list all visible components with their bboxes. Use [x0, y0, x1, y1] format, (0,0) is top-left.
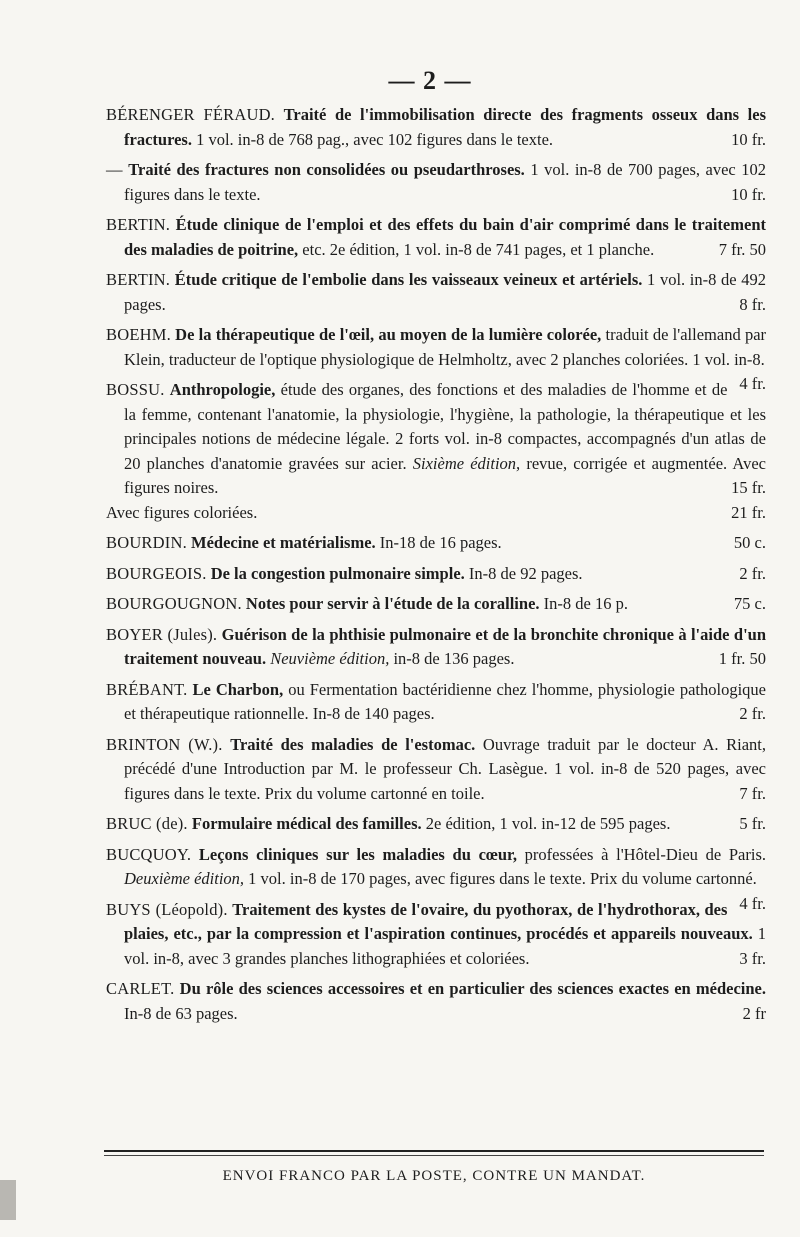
entry-author: BRUC (de). — [106, 814, 188, 833]
entry-price: 3 fr. — [739, 948, 766, 968]
entry-details: étude des organes, des fonctions et des maladies de l'homme et de la femme, contenant l'anatomie, la physiologie, l'hygiène, la pathologie, la thérapeutique et les principales notions de médecine légale. 2 forts vol. in-8 compactes, accompagnés d'un atlas de 20 planches d'anatomie gravées sur acier. — [124, 380, 766, 473]
entry-details-continued: revue, corrigée et augmentée. Avec figures noires. — [124, 453, 767, 497]
entry-author: CARLET. — [106, 979, 175, 998]
entry-details: traduit de l'allemand par Klein, traducteur de l'optique physiologique de Helmholtz, avec 2 planches coloriées. 1 vol. in-8. — [124, 325, 767, 369]
entry-author: BERTIN. — [106, 270, 171, 289]
catalog-entry — [106, 812, 766, 837]
footer-rule-thick — [104, 1150, 764, 1152]
entry-title: Leçons cliniques sur les maladies du cœur, — [198, 844, 517, 864]
entry-title: Médecine et matérialisme. — [191, 533, 376, 552]
entry-details: 1 vol. in-8 de 492 pages. — [124, 270, 767, 314]
entry-price: 7 fr. — [739, 783, 766, 803]
catalog-entry — [106, 268, 766, 317]
entry-details: In-8 de 63 pages. — [124, 1003, 238, 1023]
entry-author: BOURDIN. — [106, 533, 187, 552]
catalog-entry — [106, 103, 766, 152]
entry-details: professées à l'Hôtel-Dieu de Paris. — [524, 844, 767, 864]
entry-title: Du rôle des sciences accessoires et en particulier des sciences exactes en médecine. — [179, 979, 767, 998]
entry-edition: Deuxième édition, — [124, 869, 245, 888]
entry-details: 1 vol. in-8 de 768 pag., avec 102 figures dans le texte. — [196, 129, 554, 149]
entry-title: Anthropologie, — [169, 380, 276, 399]
entry-sub-line — [106, 501, 766, 526]
entry-author: BOURGEOIS. — [106, 563, 207, 583]
entry-details-continued: 1 vol. in-8 de 170 pages, avec figures dans le texte. Prix du volume cartonné. — [248, 869, 757, 888]
entry-price: 75 c. — [733, 594, 766, 613]
entry-title: Étude critique de l'embolie dans les vaisseaux veineux et artériels. — [174, 270, 643, 289]
entry-title: Traité de l'immobilisation directe des fragments osseux dans les fractures. — [124, 105, 767, 149]
entry-title: Étude clinique de l'emploi et des effets du bain d'air comprimé dans le traitement des maladies de poitrine, — [124, 215, 766, 259]
entry-sub-price: 21 fr. — [731, 502, 766, 522]
footer-notice: ENVOI FRANCO PAR LA POSTE, CONTRE UN MANDAT. — [222, 1168, 646, 1184]
entry-price: 4 fr. — [739, 374, 766, 393]
entry-author: BOSSU. — [106, 380, 165, 399]
entry-edition: Sixième édition, — [412, 453, 521, 473]
catalog-entry — [106, 733, 766, 807]
entry-details: In-18 de 16 pages. — [379, 533, 502, 552]
entry-price: 10 fr. — [731, 184, 766, 204]
entry-title: Guérison de la phthisie pulmonaire et de la bronchite chronique à l'aide d'un traitement nouveau. — [124, 624, 767, 668]
entry-author: BOEHM. — [106, 325, 171, 344]
entry-details: Ouvrage traduit par le docteur A. Riant, précédé d'une Introduction par M. le professeur Ch. Lasègue. 1 vol. in-8 de 520 pages, avec figures dans le texte. Prix du volume cartonné en toile. — [124, 734, 766, 803]
entry-price: 50 c. — [733, 533, 766, 552]
catalog-entry — [106, 531, 766, 556]
entry-details: etc. 2e édition, 1 vol. in-8 de 741 pages, et 1 planche. — [302, 239, 655, 259]
entry-price: 8 fr. — [739, 294, 766, 314]
entry-title: De la thérapeutique de l'œil, au moyen de la lumière colorée, — [175, 325, 602, 344]
page-number: — 2 — — [388, 66, 472, 95]
entry-title: Formulaire médical des familles. — [191, 814, 422, 833]
entry-edition: Neuvième édition, — [270, 649, 390, 668]
entry-author: BERTIN. — [106, 215, 171, 234]
entry-author: BUYS (Léopold). — [106, 899, 228, 919]
entry-price: 1 fr. 50 — [718, 649, 766, 668]
page-edge-shadow — [0, 1180, 16, 1220]
catalog-entry — [106, 977, 766, 1026]
entry-sub-text: Avec figures coloriées. — [106, 502, 258, 522]
entry-author: BOURGOUGNON. — [106, 594, 242, 613]
entry-title: Notes pour servir à l'étude de la coralline. — [245, 594, 540, 613]
footer-rule-thin — [104, 1155, 764, 1156]
entry-details: In-8 de 92 pages. — [468, 563, 583, 583]
entry-price: 2 fr — [742, 1003, 766, 1023]
entry-price: 5 fr. — [739, 814, 766, 833]
entry-price: 15 fr. — [731, 478, 766, 497]
catalog-entry — [106, 898, 766, 972]
entry-details: in-8 de 136 pages. — [393, 649, 515, 668]
entry-title: Traitement des kystes de l'ovaire, du pyothorax, de l'hydrothorax, des plaies, etc., par la compression et l'aspiration continues, procédés et appareils nouveaux. — [124, 899, 753, 943]
entry-title: Traité des maladies de l'estomac. — [230, 734, 476, 754]
catalog-entry — [106, 378, 766, 525]
entry-details: 1 vol. in-8, avec 3 grandes planches lithographiées et coloriées. — [124, 924, 767, 968]
entry-details: 1 vol. in-8 de 700 pages, avec 102 figures dans le texte. — [124, 160, 767, 204]
entry-author: BRÉBANT. — [106, 679, 188, 699]
entry-author: — — [106, 160, 123, 179]
catalog-entry — [106, 158, 766, 207]
entry-price: 2 fr. — [739, 563, 766, 583]
catalog-entries — [106, 103, 766, 1032]
entry-author: BOYER (Jules). — [106, 624, 218, 644]
entry-details: ou Fermentation bactéridienne chez l'homme, physiologie pathologique et thérapeutique rationnelle. In-8 de 140 pages. — [124, 679, 766, 723]
entry-details: In-8 de 16 p. — [543, 594, 628, 613]
entry-author: BÉRENGER FÉRAUD. — [106, 105, 276, 124]
entry-title: Traité des fractures non consolidées ou pseudarthroses. — [128, 160, 525, 179]
entry-price: 2 fr. — [739, 704, 766, 723]
catalog-entry — [106, 623, 766, 672]
catalog-entry — [106, 678, 766, 727]
entry-author: BRINTON (W.). — [106, 734, 223, 754]
catalog-entry — [106, 213, 766, 262]
entry-details: 2e édition, 1 vol. in-12 de 595 pages. — [425, 814, 671, 833]
catalog-entry — [106, 592, 766, 617]
catalog-entry — [106, 562, 766, 587]
entry-title: De la congestion pulmonaire simple. — [210, 563, 465, 583]
entry-title: Le Charbon, — [192, 679, 284, 699]
entry-author: BUCQUOY. — [106, 844, 192, 864]
entry-price: 7 fr. 50 — [718, 239, 766, 259]
entry-price: 10 fr. — [731, 129, 766, 149]
entry-price: 4 fr. — [739, 893, 766, 913]
